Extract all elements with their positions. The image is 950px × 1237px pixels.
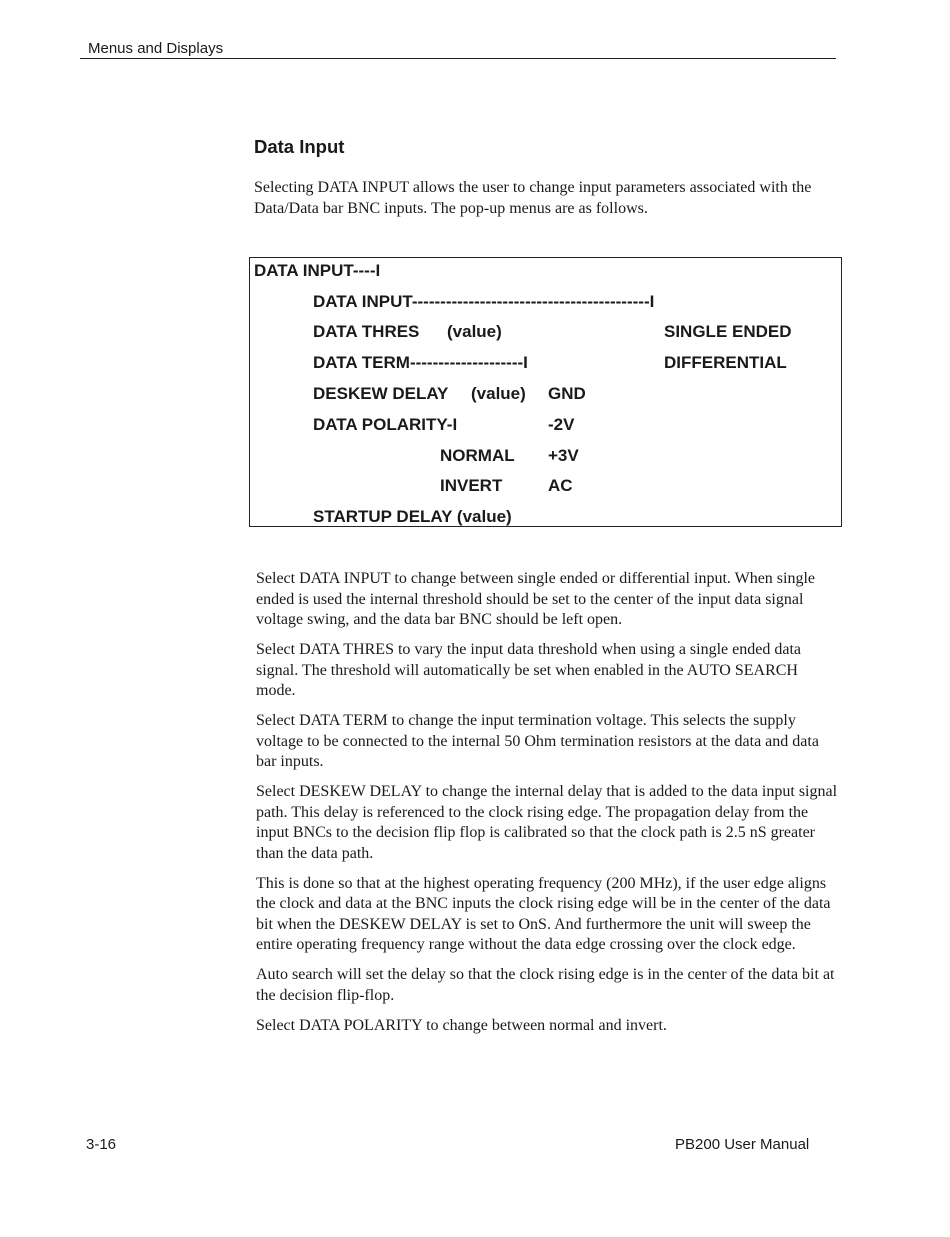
paragraph-auto-search: Auto search will set the delay so that the clock rising edge is in the center of the data bit at the decision flip-flop.: [256, 966, 835, 1004]
data-thres-value: (value): [447, 322, 502, 341]
header-rule: [80, 58, 836, 59]
menu-item-data-input: DATA INPUT------------------------------------------I: [313, 292, 655, 311]
body-text: [256, 569, 840, 1046]
menu-item-data-term: DATA TERM--------------------I: [313, 353, 528, 372]
menu-item-data-thres: DATA THRES: [313, 322, 420, 341]
menu-diagram-box: [249, 257, 842, 527]
paragraph-deskew-delay: Select DESKEW DELAY to change the internal delay that is added to the data input signal path. This delay is referenced to the clock rising edge. The propagation delay from the input BNCs to the decision flip flop is calibrated so that the clock path is 2.5 nS greater than the data path.: [256, 783, 838, 862]
option-ac: AC: [548, 476, 573, 495]
option-gnd: GND: [548, 384, 586, 403]
section-title: Data Input: [254, 136, 345, 157]
option-minus-2v: -2V: [548, 415, 575, 434]
option-differential: DIFFERENTIAL: [664, 353, 787, 372]
option-normal: NORMAL: [440, 446, 515, 465]
paragraph-highest-frequency: This is done so that at the highest operating frequency (200 MHz), if the user edge aligns the clock and data at the BNC inputs the clock rising edge will be in the center of the data bit when the DESKEW DELAY is set to OnS. And furthermore the unit will sweep the entire operating frequency range without the data edge crossing over the clock edge.: [256, 874, 831, 953]
option-invert: INVERT: [440, 476, 503, 495]
paragraph-data-thres: Select DATA THRES to vary the input data threshold when using a single ended data signal. The threshold will automatically be set when enabled in the AUTO SEARCH mode.: [256, 641, 801, 699]
paragraph-data-polarity: Select DATA POLARITY to change between normal and invert.: [256, 1016, 667, 1034]
menu-root: DATA INPUT----I: [254, 261, 381, 280]
intro-paragraph: Selecting DATA INPUT allows the user to change input parameters associated with the Data/Data bar BNC inputs. The pop-up menus are as follows.: [254, 179, 812, 217]
menu-item-deskew-delay: DESKEW DELAY: [313, 384, 449, 403]
option-single-ended: SINGLE ENDED: [664, 322, 792, 341]
page-number: 3-16: [86, 1136, 117, 1153]
paragraph-data-input: Select DATA INPUT to change between single ended or differential input. When single ended is used the internal threshold should be set to the center of the input data signal voltage swing, and the data bar BNC should be left open.: [256, 570, 816, 628]
option-plus-3v: +3V: [548, 446, 579, 465]
paragraph-data-term: Select DATA TERM to change the input termination voltage. This selects the supply voltage to be connected to the internal 50 Ohm termination resistors at the data and data bar inputs.: [256, 712, 819, 770]
manual-title: PB200 User Manual: [675, 1136, 810, 1153]
menu-item-data-polarity: DATA POLARITY-I: [313, 415, 458, 434]
deskew-delay-value: (value): [471, 384, 526, 403]
running-header: Menus and Displays: [88, 40, 224, 57]
menu-item-startup-delay: STARTUP DELAY (value): [313, 507, 512, 526]
